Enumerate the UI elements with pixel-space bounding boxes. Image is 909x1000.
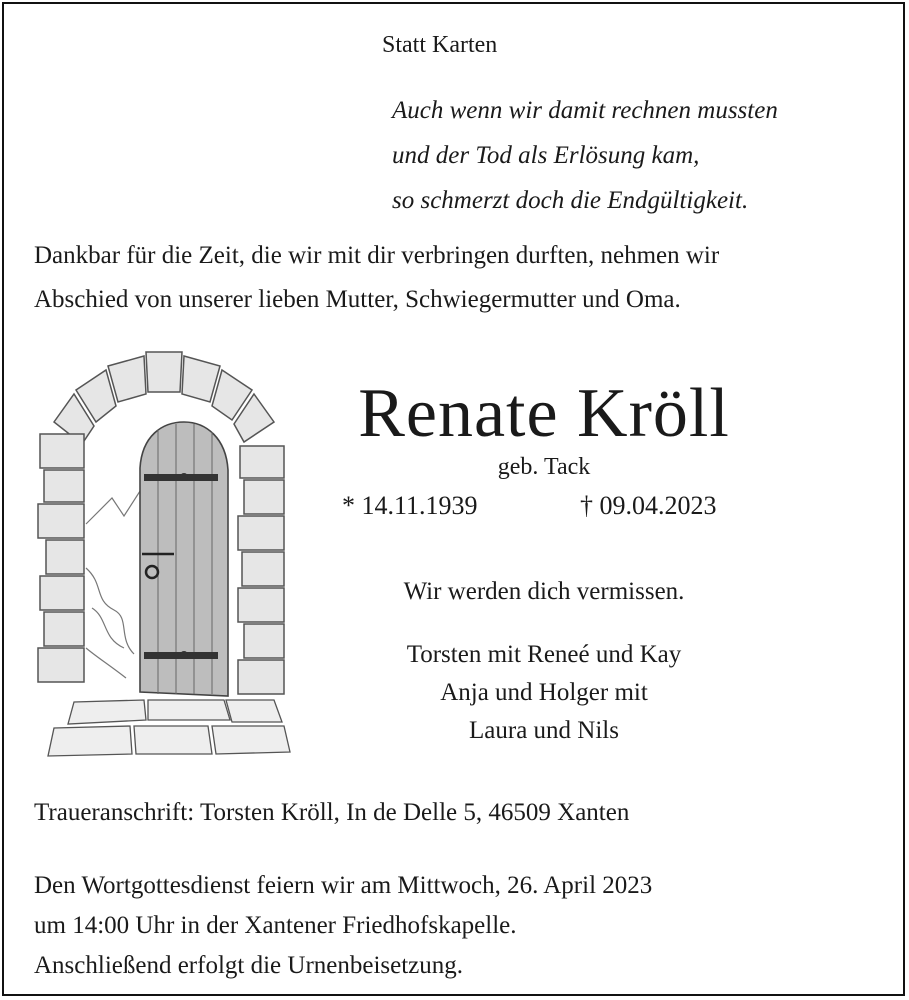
intro-text [34, 234, 719, 322]
intro-line: Abschied von unserer lieben Mutter, Schwiegermutter und Oma. [34, 286, 681, 313]
family-signatures [4, 636, 909, 750]
closing-line: Wir werden dich vermissen. [403, 578, 685, 605]
service-line: Anschließend erfolgt die Urnenbeisetzung. [34, 952, 464, 979]
motto-verse [392, 88, 778, 223]
deceased-name: Renate Kröll [358, 375, 730, 452]
header-line: Statt Karten [382, 32, 498, 58]
family-line: Anja und Holger mit [440, 679, 648, 706]
birth-name: geb. Tack [497, 454, 591, 480]
motto-line: Auch wenn wir damit rechnen mussten [392, 97, 778, 124]
family-line: Laura und Nils [469, 717, 619, 744]
service-details [34, 866, 652, 986]
family-line: Torsten mit Reneé und Kay [406, 641, 682, 668]
death-date: † 09.04.2023 [580, 491, 717, 520]
mourning-address: Traueranschrift: Torsten Kröll, In de Delle 5, 46509 Xanten [34, 799, 630, 826]
service-line: um 14:00 Uhr in der Xantener Friedhofskapelle. [34, 912, 517, 939]
intro-line: Dankbar für die Zeit, die wir mit dir verbringen durften, nehmen wir [34, 242, 720, 269]
service-line: Den Wortgottesdienst feiern wir am Mittwoch, 26. April 2023 [34, 872, 653, 899]
birth-date: * 14.11.1939 [342, 491, 478, 520]
motto-line: so schmerzt doch die Endgültigkeit. [392, 187, 749, 214]
obituary-notice [2, 2, 905, 996]
motto-line: und der Tod als Erlösung kam, [392, 142, 700, 169]
